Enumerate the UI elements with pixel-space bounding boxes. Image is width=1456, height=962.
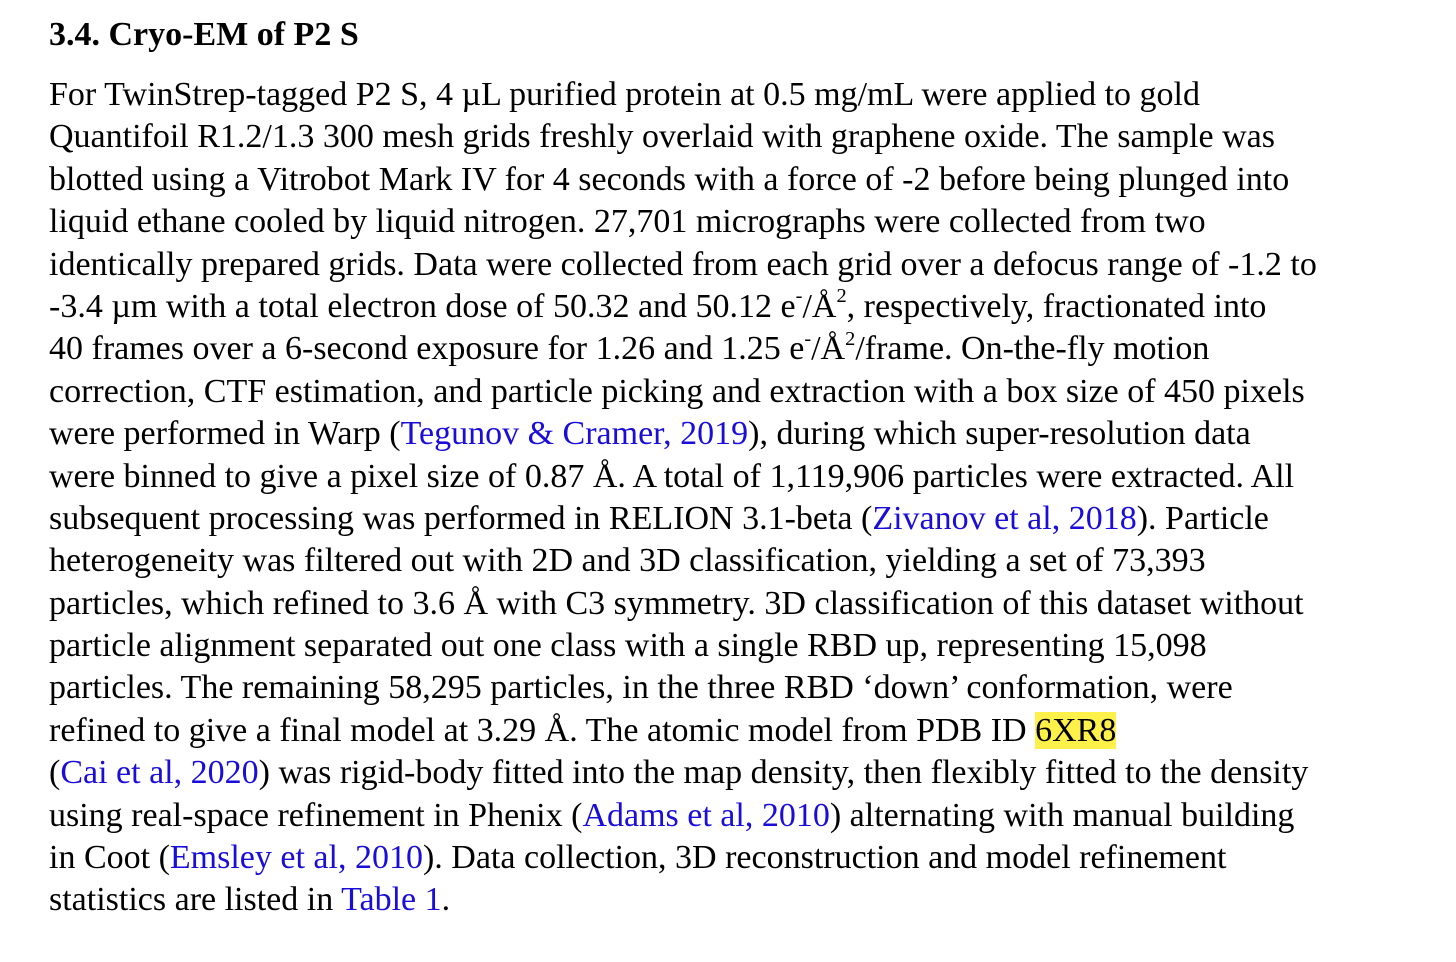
text-segment: 40 frames over a 6-second exposure for 1.26 and 1.25 e <box>49 330 805 368</box>
paragraph-line: identically prepared grids. Data were collected from each grid over a defocus range of -1.2 to <box>49 245 1317 283</box>
citation-link-zivanov[interactable]: Zivanov et al, 2018 <box>872 499 1137 537</box>
text-segment: using real-space refinement in Phenix ( <box>49 796 583 834</box>
citation-link-cai[interactable]: Cai et al, 2020 <box>60 754 259 792</box>
text-segment: statistics are listed in <box>49 881 342 919</box>
paragraph-line: were binned to give a pixel size of 0.87 Å. A total of 1,119,906 particles were extracted. All <box>49 457 1295 495</box>
paragraph-line <box>49 286 1434 328</box>
paragraph-line: For TwinStrep-tagged P2 S, 4 µL purified protein at 0.5 mg/mL were applied to gold <box>49 76 1200 113</box>
superscript: - <box>804 327 812 350</box>
text-segment: /Å <box>811 330 846 368</box>
text-segment: refined to give a final model at 3.29 Å. The atomic model from PDB ID <box>49 711 1036 749</box>
citation-link-adams[interactable]: Adams et al, 2010 <box>582 796 830 834</box>
text-segment: , respectively, fractionated into <box>846 287 1267 325</box>
citation-link-tegunov[interactable]: Tegunov & Cramer, 2019 <box>400 415 749 453</box>
paragraph-line <box>49 752 1434 794</box>
text-segment: -3.4 µm with a total electron dose of 50.32 and 50.12 e <box>49 287 796 325</box>
body-paragraph <box>49 74 1434 922</box>
text-segment: ), during which super-resolution data <box>748 415 1251 453</box>
text-segment: subsequent processing was performed in RELION 3.1-beta ( <box>49 499 873 537</box>
paragraph-line: particle alignment separated out one class with a single RBD up, representing 15,098 <box>49 627 1207 665</box>
paragraph-line: particles. The remaining 58,295 particles, in the three RBD ‘down’ conformation, were <box>49 669 1233 707</box>
paragraph-line <box>49 795 1434 837</box>
text-segment: ). Data collection, 3D reconstruction and model refinement <box>422 839 1227 877</box>
paragraph-line: correction, CTF estimation, and particle picking and extraction with a box size of 450 pixels <box>49 372 1305 410</box>
text-segment: /Å <box>802 287 837 325</box>
paragraph-line: liquid ethane cooled by liquid nitrogen. 27,701 micrographs were collected from two <box>49 203 1206 241</box>
citation-link-emsley[interactable]: Emsley et al, 2010 <box>169 839 423 877</box>
paragraph-line: Quantifoil R1.2/1.3 300 mesh grids freshly overlaid with graphene oxide. The sample was <box>49 118 1275 156</box>
text-segment: ) alternating with manual building <box>829 796 1295 834</box>
text-segment: in Coot ( <box>49 839 170 877</box>
paragraph-line: blotted using a Vitrobot Mark IV for 4 seconds with a force of -2 before being plunged into <box>49 160 1290 198</box>
paragraph-line: heterogeneity was filtered out with 2D and 3D classification, yielding a set of 73,393 <box>49 542 1206 580</box>
paragraph-line: particles, which refined to 3.6 Å with C3 symmetry. 3D classification of this dataset without <box>49 584 1304 622</box>
paragraph-line <box>49 879 1434 921</box>
table-1-link[interactable]: Table 1 <box>341 881 442 919</box>
superscript: - <box>795 285 803 308</box>
superscript: 2 <box>845 327 856 350</box>
document-section <box>49 14 1434 922</box>
highlighted-pdb-id: 6XR8 <box>1035 711 1117 749</box>
text-segment: were performed in Warp ( <box>49 415 401 453</box>
text-segment: ( <box>49 754 61 792</box>
text-segment: ). Particle <box>1136 499 1269 537</box>
superscript: 2 <box>836 285 847 308</box>
text-segment: /frame. On-the-fly motion <box>855 330 1210 368</box>
text-segment: . <box>441 881 451 919</box>
paragraph-line <box>49 710 1434 752</box>
paragraph-line <box>49 498 1434 540</box>
paragraph-line <box>49 413 1434 455</box>
text-segment: ) was rigid-body fitted into the map density, then flexibly fitted to the density <box>258 754 1309 792</box>
paragraph-line <box>49 837 1434 879</box>
section-heading: 3.4. Cryo-EM of P2 S <box>49 16 359 53</box>
paragraph-line <box>49 328 1434 370</box>
